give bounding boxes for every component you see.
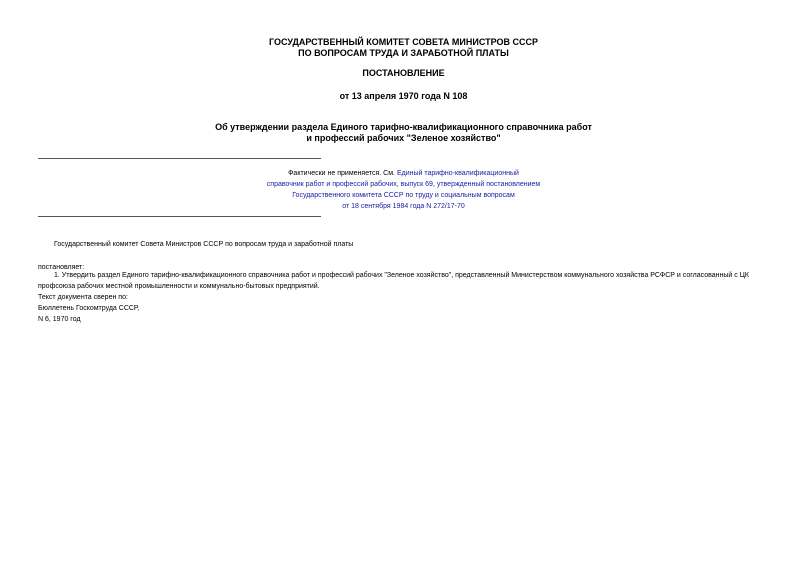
reference-link-line-2[interactable]: справочник работ и профессий рабочих, выпуск 69, утвержденный постановлением <box>266 181 541 188</box>
status-note <box>0 168 807 212</box>
authority-line-2: ПО ВОПРОСАМ ТРУДА И ЗАРАБОТНОЙ ПЛАТЫ <box>298 48 509 58</box>
reference-link-line-3[interactable]: Государственного комитета СССР по труду и социальным вопросам <box>292 192 515 199</box>
source-verification <box>38 292 778 325</box>
document-date: от 13 апреля 1970 года N 108 <box>339 91 468 101</box>
verification-line-1: Текст документа сверен по: <box>38 294 128 301</box>
status-note-line-1 <box>0 168 807 179</box>
authority-line-1: ГОСУДАРСТВЕННЫЙ КОМИТЕТ СОВЕТА МИНИСТРОВ СССР <box>268 37 538 47</box>
document-type: ПОСТАНОВЛЕНИЕ <box>362 68 445 78</box>
title-line-2: и профессий рабочих "Зеленое хозяйство" <box>306 133 501 143</box>
verification-line-3: N 6, 1970 год <box>38 316 81 323</box>
reference-link-line-4[interactable]: от 18 сентября 1984 года N 272/17-70 <box>342 203 465 210</box>
divider-top <box>38 158 321 159</box>
title-line-1: Об утверждении раздела Единого тарифно-квалификационного справочника работ <box>215 122 592 132</box>
verification-line-2: Бюллетень Госкомтруда СССР, <box>38 305 140 312</box>
issuing-authority <box>0 37 807 59</box>
status-note-prefix: Фактически не применяется. См. <box>288 170 397 177</box>
divider-bottom <box>38 216 321 217</box>
document-title <box>0 122 807 144</box>
decree-item-1: 1. Утвердить раздел Единого тарифно-квалификационного справочника работ и профессий рабочих "Зеленое хозяйство", представленный Министерством коммунального хозяйства РСФСР и согласованный с ЦК профсоюза рабочих местной промышленности и коммунально-бытовых предприятий. <box>38 272 749 290</box>
decree-word: постановляет: <box>38 264 85 271</box>
reference-link[interactable]: Единый тарифно-квалификационный <box>396 170 519 177</box>
preamble-paragraph: Государственный комитет Совета Министров СССР по вопросам труда и заработной платы <box>54 241 354 248</box>
